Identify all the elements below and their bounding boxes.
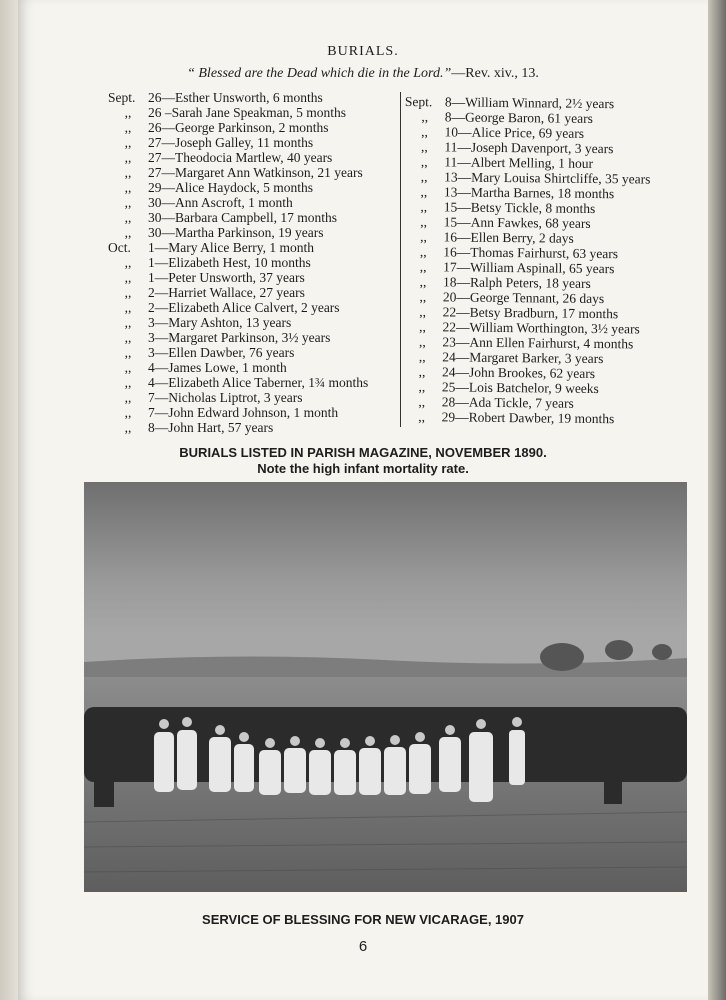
burial-entry [108, 150, 400, 165]
burial-entry [108, 420, 400, 435]
month-mark: ,, [419, 244, 427, 260]
burials-caption-line1: BURIALS LISTED IN PARISH MAGAZINE, NOVEMBER 1890. [179, 445, 547, 460]
burial-entry-text: 13—Mary Louisa Shirtcliffe, 35 years [444, 169, 651, 187]
burial-entry-text: 22—Betsy Bradburn, 17 months [442, 304, 619, 322]
book-gutter-edge [0, 0, 18, 1000]
page-stack-edge [708, 0, 726, 1000]
burial-entry-text: 30—Barbara Campbell, 17 months [148, 210, 337, 225]
burial-entry-text: 10—Alice Price, 69 years [444, 124, 585, 141]
burial-entry-text: 22—William Worthington, 3½ years [442, 319, 640, 337]
burial-entry-text: 15—Betsy Tickle, 8 months [443, 199, 596, 216]
burial-entry [108, 345, 400, 360]
month-mark: ,, [420, 184, 428, 200]
burials-list-left [108, 90, 400, 435]
burial-entry-text: 8—John Hart, 57 years [148, 420, 274, 435]
burial-entry-text: 3—Margaret Parkinson, 3½ years [148, 330, 331, 345]
month-mark: Oct. [108, 240, 131, 255]
burial-entry [108, 180, 400, 195]
month-mark: ,, [419, 274, 427, 290]
burial-entry-text: 11—Joseph Davenport, 3 years [444, 139, 614, 157]
vicarage-blessing-photo [84, 482, 687, 892]
burial-entry [108, 360, 400, 375]
burial-entry [108, 285, 400, 300]
burial-entry-text: 24—Margaret Barker, 3 years [442, 349, 604, 367]
burial-entry [108, 270, 400, 285]
photo-illustration [84, 482, 687, 892]
burial-entry-text: 3—Mary Ashton, 13 years [148, 315, 292, 330]
burial-entry-text: 13—Martha Barnes, 18 months [443, 184, 615, 202]
month-mark: ,, [418, 334, 426, 350]
month-mark: ,, [124, 300, 132, 315]
burial-entry-text: 1—Mary Alice Berry, 1 month [148, 240, 314, 255]
burial-entry-text: 23—Ann Ellen Fairhurst, 4 months [442, 334, 634, 352]
burial-entry-text: 11—Albert Melling, 1 hour [444, 154, 594, 171]
burial-entry-text: 8—William Winnard, 2½ years [444, 94, 615, 112]
burial-entry-text: 18—Ralph Peters, 18 years [442, 274, 591, 291]
burial-entry [108, 300, 400, 315]
month-mark: ,, [418, 394, 426, 410]
month-mark: ,, [124, 270, 132, 285]
burial-entry-text: 29—Robert Dawber, 19 months [441, 409, 615, 427]
column-divider [400, 92, 401, 427]
month-mark: ,, [124, 120, 132, 135]
burial-entry-text: 17—William Aspinall, 65 years [443, 259, 615, 277]
month-mark: ,, [124, 165, 132, 180]
month-mark: ,, [419, 319, 427, 335]
burial-entry-text: 25—Lois Batchelor, 9 weeks [441, 379, 599, 397]
month-mark: ,, [124, 420, 132, 435]
burial-entry-text: 2—Harriet Wallace, 27 years [148, 285, 305, 300]
burial-entry [108, 195, 400, 210]
burial-entry-text: 7—Nicholas Liptrot, 3 years [148, 390, 303, 405]
photo-caption: SERVICE OF BLESSING FOR NEW VICARAGE, 1907 [202, 912, 524, 927]
month-mark: Sept. [404, 94, 433, 110]
month-mark: ,, [421, 109, 429, 125]
quote-citation: —Rev. xiv., 13. [451, 66, 539, 81]
burial-entry-text: 24—John Brookes, 62 years [442, 364, 596, 382]
burial-entry-text: 8—George Baron, 61 years [444, 109, 594, 126]
burial-entry [402, 409, 692, 427]
month-mark: ,, [418, 409, 426, 425]
burial-entry-text: 16—Thomas Fairhurst, 63 years [443, 244, 619, 262]
burial-entry-text: 30—Martha Parkinson, 19 years [148, 225, 324, 240]
burial-entry [108, 225, 400, 240]
month-mark: ,, [418, 349, 426, 365]
burial-entry-text: 28—Ada Tickle, 7 years [441, 394, 574, 411]
burial-entry-text: 7—John Edward Johnson, 1 month [148, 405, 339, 420]
burial-entry-text: 26 –Sarah Jane Speakman, 5 months [148, 105, 346, 120]
scripture-quote [0, 66, 726, 82]
month-mark: ,, [420, 229, 427, 245]
burial-entry [108, 330, 400, 345]
burial-entry-text: 26—George Parkinson, 2 months [148, 120, 329, 135]
month-mark: ,, [124, 150, 132, 165]
month-mark: ,, [124, 195, 132, 210]
burial-entry-text: 16—Ellen Berry, 2 days [443, 229, 574, 246]
burial-entry-text: 26—Esther Unsworth, 6 months [148, 90, 323, 105]
month-mark: ,, [420, 199, 428, 215]
burial-entry [108, 240, 400, 255]
burial-entry-text: 1—Peter Unsworth, 37 years [148, 270, 305, 285]
month-mark: ,, [124, 345, 132, 360]
month-mark: ,, [124, 360, 132, 375]
month-mark: ,, [420, 139, 428, 155]
month-mark: ,, [124, 210, 132, 225]
burial-entry-text: 1—Elizabeth Hest, 10 months [148, 255, 311, 270]
burial-entry [108, 210, 400, 225]
page-number: 6 [358, 938, 368, 955]
month-mark: Sept. [108, 90, 136, 105]
burial-entry [108, 255, 400, 270]
month-mark: ,, [418, 364, 426, 380]
month-mark: ,, [124, 405, 132, 420]
burial-entry [108, 90, 400, 105]
burial-entry [108, 405, 400, 420]
burial-entry [108, 165, 400, 180]
burial-entry [108, 105, 400, 120]
section-heading: BURIALS. [327, 44, 399, 59]
month-mark: ,, [124, 105, 132, 120]
burial-entry [108, 390, 400, 405]
month-mark: ,, [420, 214, 428, 230]
month-mark: ,, [124, 135, 132, 150]
month-mark: ,, [420, 154, 428, 170]
month-mark: ,, [420, 169, 428, 185]
month-mark: ,, [419, 259, 427, 275]
month-mark: ,, [124, 375, 132, 390]
month-mark: ,, [124, 285, 132, 300]
burial-entry-text: 2—Elizabeth Alice Calvert, 2 years [148, 300, 340, 315]
burial-entry-text: 3—Ellen Dawber, 76 years [148, 345, 295, 360]
month-mark: ,, [124, 315, 132, 330]
burial-entry [108, 375, 400, 390]
quote-text: “ Blessed are the Dead which die in the Lord.” [187, 66, 452, 81]
burial-entry-text: 27—Theodocia Martlew, 40 years [148, 150, 333, 165]
burial-entry-text: 4—James Lowe, 1 month [148, 360, 287, 375]
month-mark: ,, [419, 304, 427, 320]
month-mark: ,, [124, 330, 132, 345]
burial-entry-text: 27—Margaret Ann Watkinson, 21 years [148, 165, 363, 180]
month-mark: ,, [421, 124, 429, 140]
burial-entry-text: 29—Alice Haydock, 5 months [148, 180, 313, 195]
month-mark: ,, [418, 379, 426, 395]
month-mark: ,, [124, 225, 132, 240]
burial-entry [108, 135, 400, 150]
burial-entry-text: 4—Elizabeth Alice Taberner, 1¾ months [148, 375, 369, 390]
burial-entry-text: 20—George Tennant, 26 days [442, 289, 605, 307]
burial-entry-text: 15—Ann Fawkes, 68 years [443, 214, 591, 231]
month-mark: ,, [419, 289, 427, 305]
burial-entry-text: 30—Ann Ascroft, 1 month [148, 195, 293, 210]
burials-caption [0, 445, 726, 477]
burials-caption-line2: Note the high infant mortality rate. [257, 461, 469, 476]
burial-entry-text: 27—Joseph Galley, 11 months [148, 135, 314, 150]
burial-entry [108, 120, 400, 135]
burials-list-right [402, 94, 695, 427]
burial-entry [108, 315, 400, 330]
month-mark: ,, [124, 180, 132, 195]
month-mark: ,, [124, 255, 132, 270]
month-mark: ,, [124, 390, 132, 405]
